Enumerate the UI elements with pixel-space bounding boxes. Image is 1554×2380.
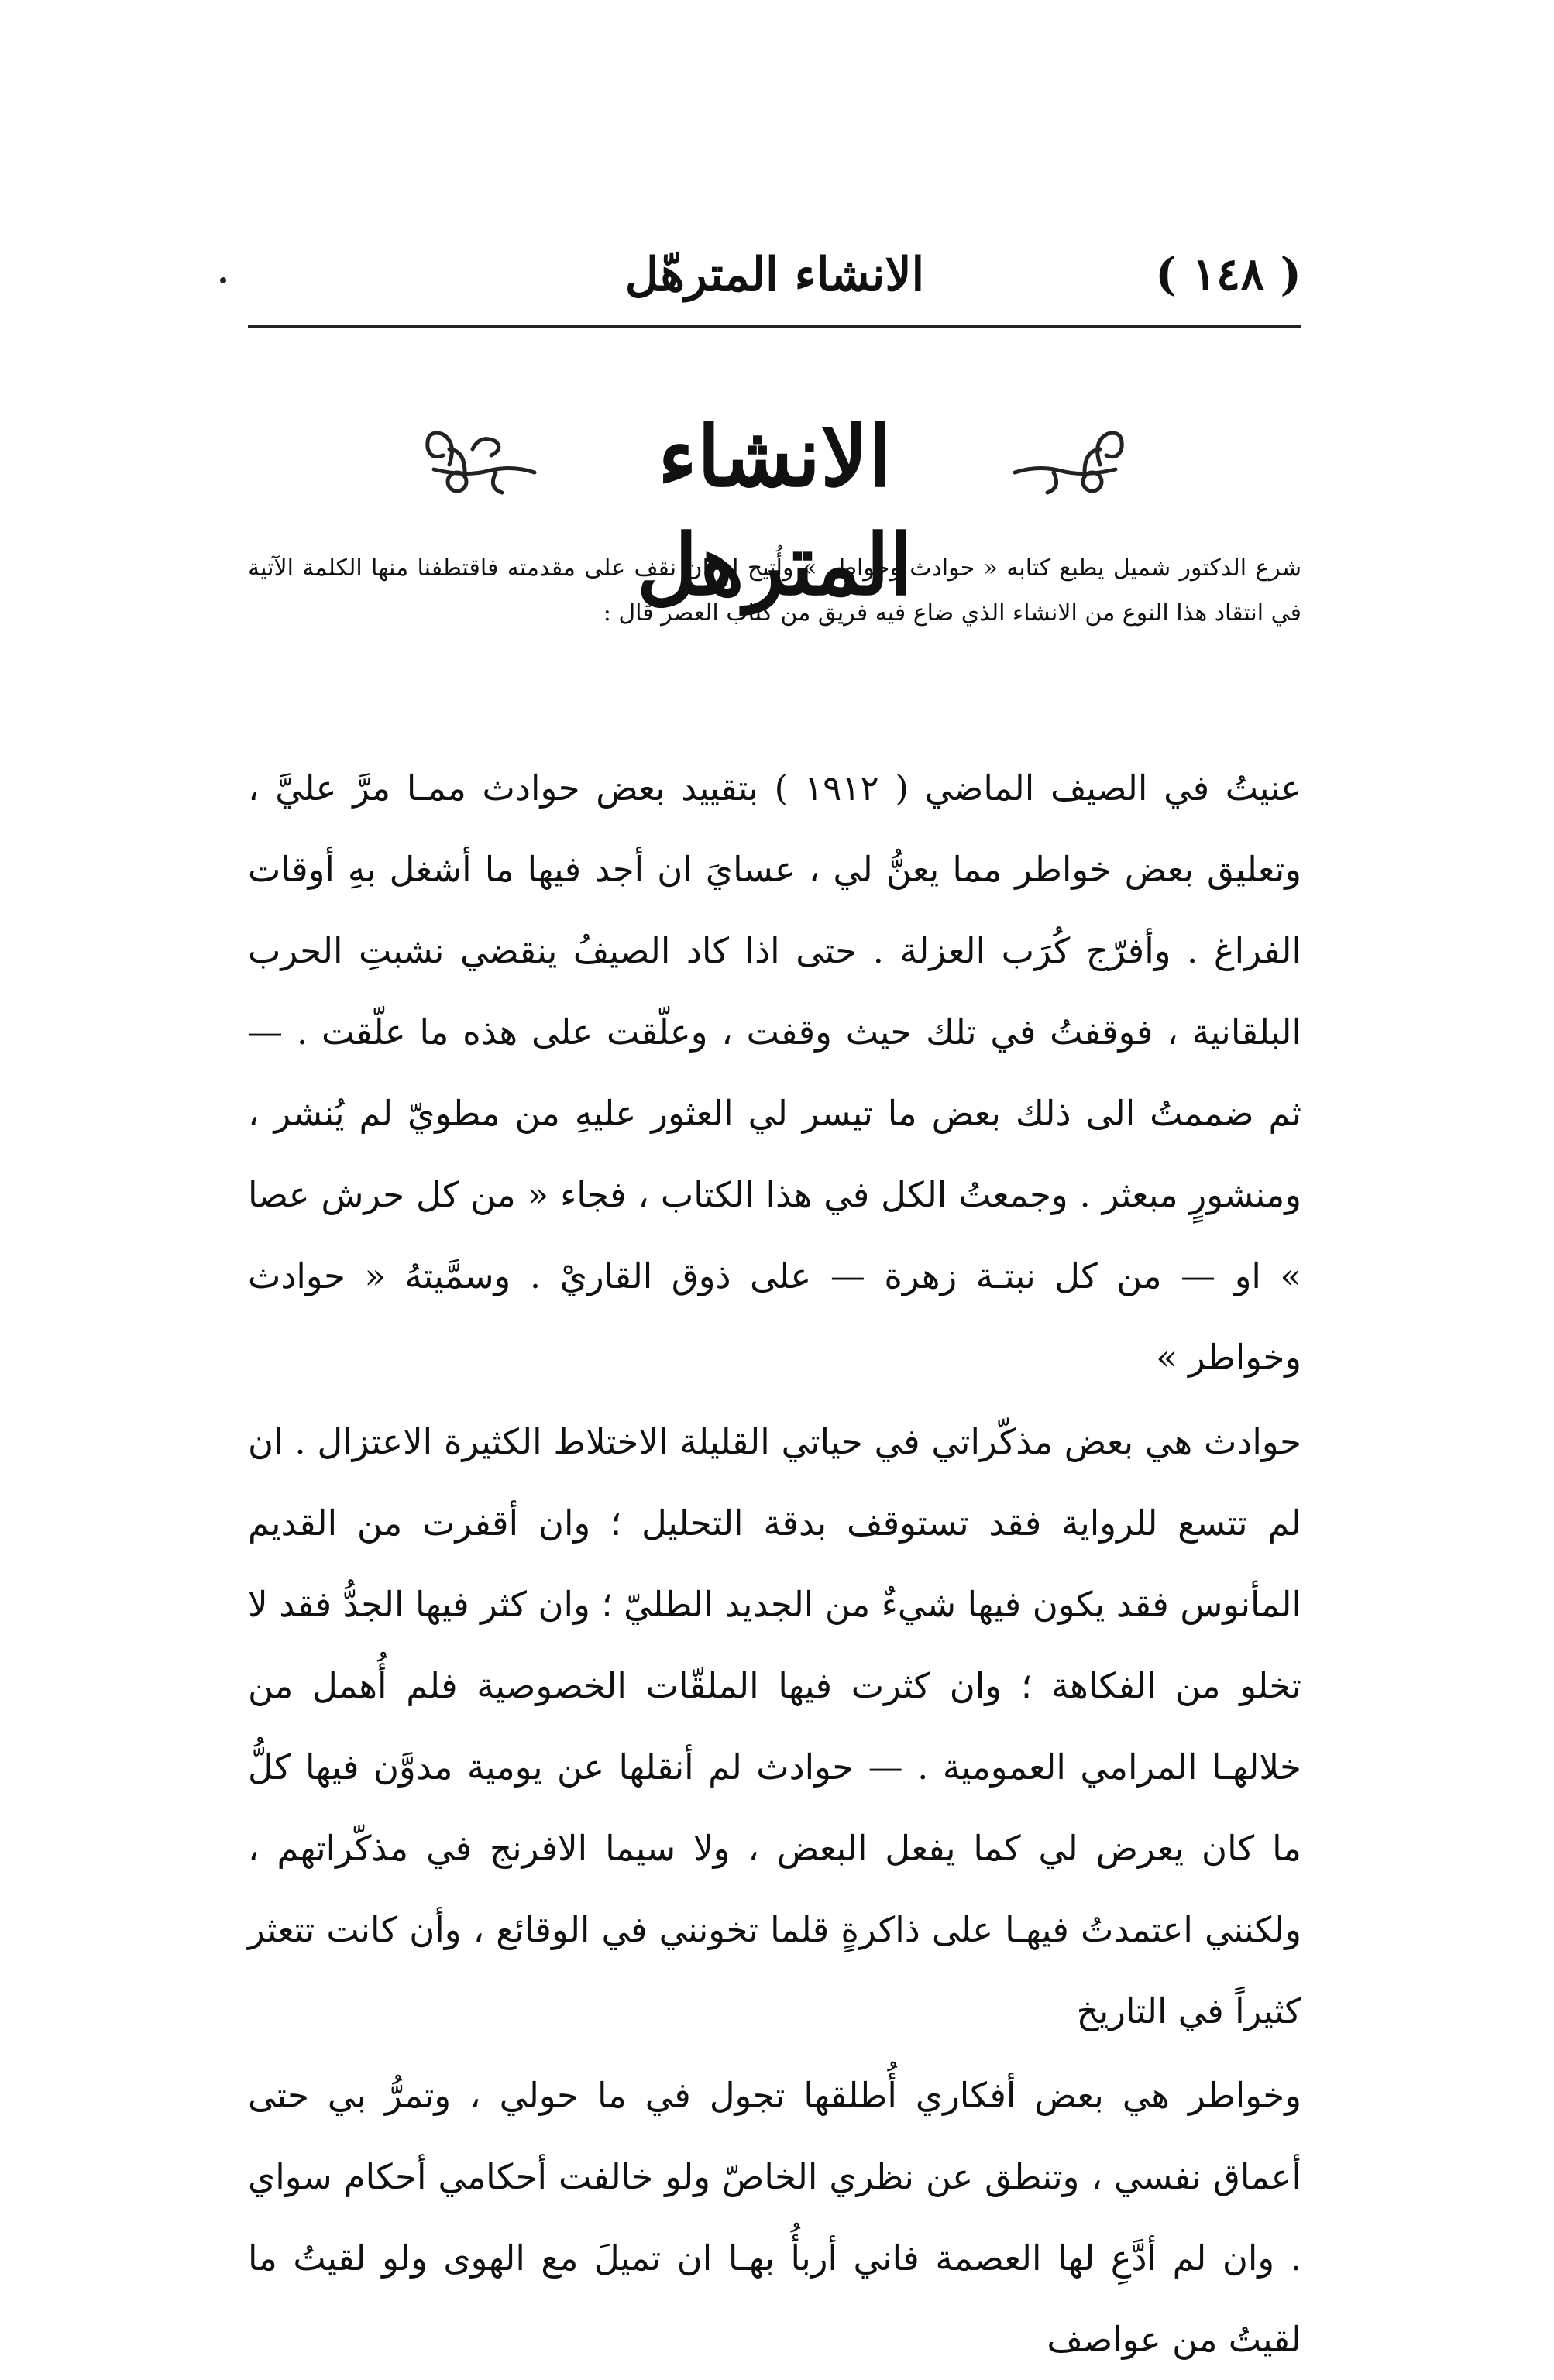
floral-ornament-icon	[1007, 418, 1131, 503]
intro-note	[248, 546, 1301, 636]
paragraph-2: حوادث هي بعض مذكّراتي في حياتي القليلة الاختلاط الكثيرة الاعتزال . ان لم تتسع للرواية فقد تستوقف بدقة التحليل ؛ وان أقفرت من القديم المأنوس فقد يكون فيها شيءٌ من الجديد الطليّ ؛ وان كثر فيها الجدُّ فقد لا تخلو من الفكاهة ؛ وان كثرت فيها الملقّات الخصوصية فلم أُهمل من خلالهـا المرامي العمومية . — حوادث لم أنقلها عن يومية مدوَّن فيها كلُّ ما كان يعرض لي كما يفعل البعض ، ولا سيما الافرنج في مذكّراتهم ، ولكنني اعتمدتُ فيهـا على ذاكرةٍ قلما تخونني في الوقائع ، وأن كانت تتعثر كثيراً في التاريخ	[248, 1421, 1301, 2031]
paragraph-3: وخواطر هي بعض أفكاري أُطلقها تجول في ما حولي ، وتمرُّ بي حتى أعماق نفسي ، وتنطق عن نظري الخاصّ ولو خالفت أحكامي أحكام سواي . وان لم أدَّعِ لها العصمة فاني أربأُ بهـا ان تميلَ مع الهوى ولو لقيتُ ما لقيتُ من عواصف	[248, 2075, 1301, 2360]
intro-text: شرع الدكتور شميل يطبع كتابه « حوادث وخواطر » وأُتيح لنا ان نقف على مقدمته فاقتطفنا منها الكلمة الآتية في انتقاد هذا النوع من الانشاء الذي ضاع فيه فريق من كتاب العصر قال :	[248, 555, 1301, 627]
page-number: ( ١٤٨ )	[1155, 248, 1301, 301]
floral-ornament-icon	[418, 418, 542, 503]
body-text	[248, 747, 1301, 2380]
running-title: الانشاء المترهّل	[624, 248, 925, 302]
header-rule	[248, 325, 1301, 328]
chapter-title: الانشاء المترهل	[636, 408, 913, 615]
running-head	[248, 232, 1301, 318]
margin-dot	[220, 277, 226, 283]
paragraph-1: عنيتُ في الصيف الماضي ( ١٩١٢ ) بتقييد بعض حوادث ممـا مرَّ عليَّ ، وتعليق بعض خواطر مما يعنُّ لي ، عسايَ ان أجد فيها ما أشغل بهِ أوقات الفراغ . وأفرّج كُرَب العزلة . حتى اذا كاد الصيفُ ينقضي نشبتِ الحرب البلقانية ، فوقفتُ في تلك حيث وقفت ، وعلّقت على هذه ما علّقت . — ثم ضممتُ الى ذلك بعض ما تيسر لي العثور عليهِ من مطويّ لم يُنشر ، ومنشورٍ مبعثر . وجمعتُ الكل في هذا الكتاب ، فجاء « من كل حرش عصا » او — من كل نبتـة زهرة — على ذوق القاريْ . وسمَّيتهُ « حوادث وخواطر »	[248, 768, 1301, 1378]
